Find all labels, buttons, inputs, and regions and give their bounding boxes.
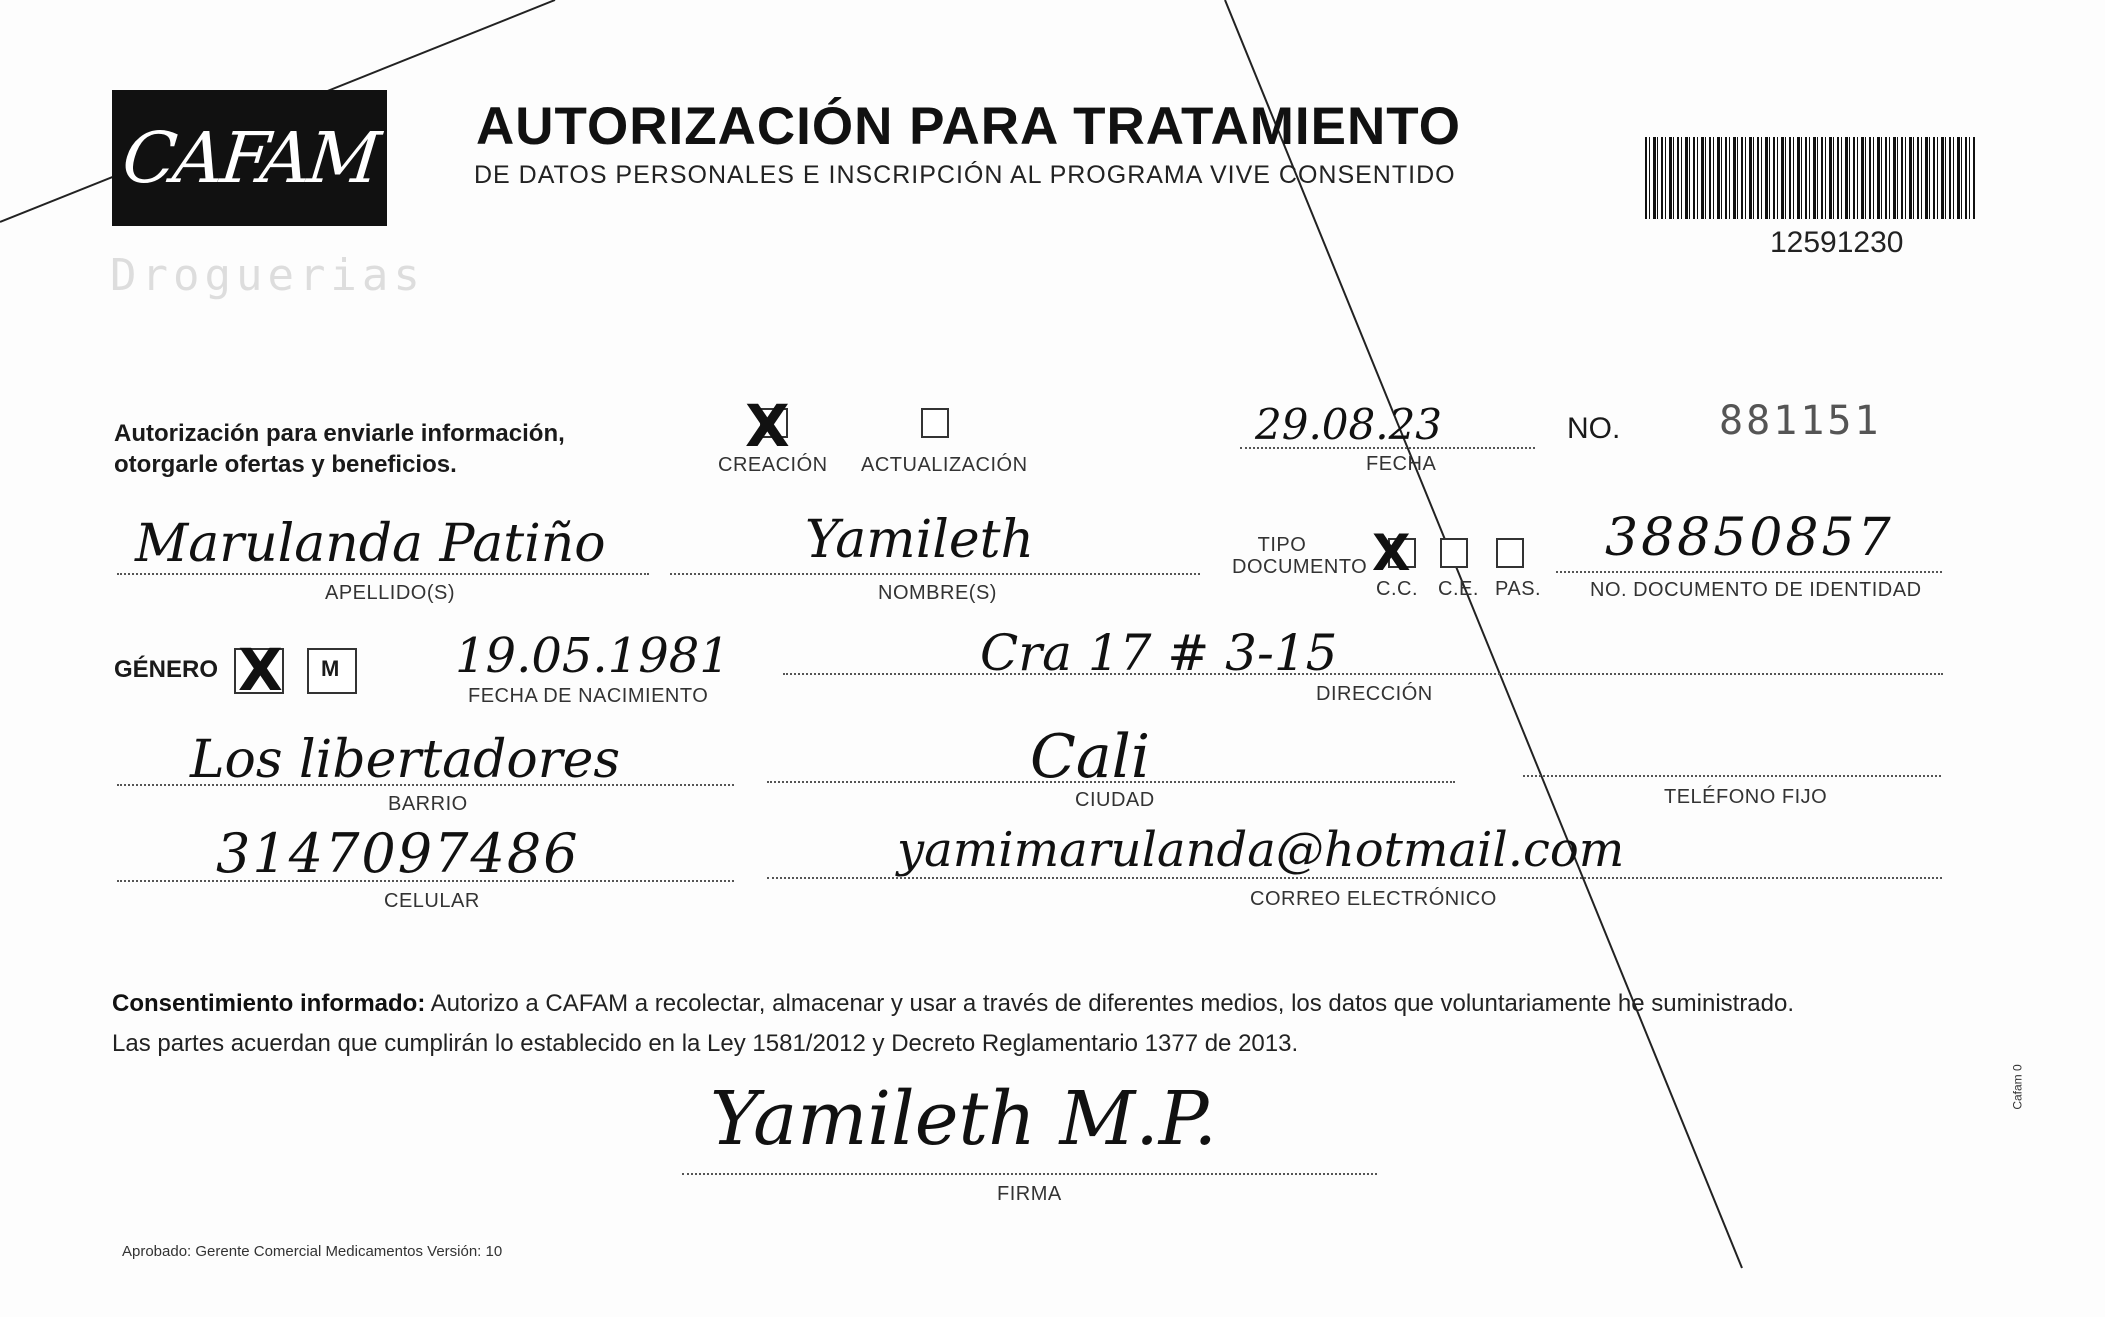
actualizacion-label: ACTUALIZACIÓN bbox=[861, 454, 1028, 476]
signature-label: FIRMA bbox=[997, 1183, 1062, 1205]
consent-heading: Consentimiento informado: bbox=[112, 990, 426, 1017]
correo-line bbox=[767, 877, 1942, 879]
fecha-line bbox=[1240, 447, 1535, 449]
tipo-documento-label bbox=[1232, 534, 1368, 578]
cafam-logo: CAFAM bbox=[112, 90, 387, 226]
barcode-number: 12591230 bbox=[1770, 226, 1904, 259]
intro-line-1: Autorización para enviarle información, bbox=[114, 420, 565, 447]
correo-value: yamimarulanda@hotmail.com bbox=[897, 822, 1625, 878]
doc-ce-label: C.E. bbox=[1438, 578, 1479, 600]
direccion-value: Cra 17 # 3-15 bbox=[980, 624, 1338, 682]
tipo-label-1: TIPO bbox=[1257, 534, 1307, 556]
nacimiento-label: FECHA DE NACIMIENTO bbox=[468, 685, 709, 707]
doc-cc-label: C.C. bbox=[1376, 578, 1418, 600]
consent-text bbox=[112, 984, 2012, 1064]
direccion-line bbox=[783, 673, 1943, 675]
celular-line bbox=[117, 880, 734, 882]
genero-m-label: M bbox=[321, 656, 340, 681]
barrio-label: BARRIO bbox=[388, 793, 468, 815]
nombres-line bbox=[670, 573, 1200, 575]
apellidos-value: Marulanda Patiño bbox=[135, 514, 606, 574]
signature-line bbox=[682, 1173, 1377, 1175]
page-title: AUTORIZACIÓN PARA TRATAMIENTO bbox=[476, 97, 1461, 156]
vertical-text: Cafam 0 bbox=[2010, 1064, 2025, 1110]
documento-label: NO. DOCUMENTO DE IDENTIDAD bbox=[1590, 579, 1922, 601]
nacimiento-value: 19.05.1981 bbox=[455, 628, 730, 684]
consent-line-1 bbox=[112, 984, 2012, 1024]
documento-line bbox=[1556, 571, 1942, 573]
ciudad-label: CIUDAD bbox=[1075, 789, 1155, 811]
direccion-label: DIRECCIÓN bbox=[1316, 683, 1433, 705]
barcode bbox=[1645, 137, 1975, 219]
documento-value: 38850857 bbox=[1605, 508, 1894, 568]
intro-text bbox=[114, 418, 565, 480]
barrio-value: Los libertadores bbox=[190, 730, 621, 790]
barrio-line bbox=[117, 784, 734, 786]
tipo-label-2: DOCUMENTO bbox=[1232, 556, 1368, 578]
celular-value: 3147097486 bbox=[216, 822, 580, 885]
genero-label: GÉNERO bbox=[114, 656, 219, 683]
telefono-line bbox=[1523, 775, 1941, 777]
ciudad-line bbox=[767, 781, 1455, 783]
consent-body-1: Autorizo a CAFAM a recolectar, almacenar y usar a través de diferentes medios, los datos que voluntariamente he suministrado. bbox=[425, 990, 1795, 1017]
apellidos-line bbox=[117, 573, 649, 575]
no-value: 881151 bbox=[1719, 398, 1882, 444]
doc-cc-mark: X bbox=[1372, 524, 1411, 582]
nombres-label: NOMBRE(S) bbox=[878, 582, 997, 604]
apellidos-label: APELLIDO(S) bbox=[325, 582, 455, 604]
no-label: NO. bbox=[1567, 412, 1621, 445]
footer-text: Aprobado: Gerente Comercial Medicamentos Versión: 10 bbox=[122, 1243, 503, 1260]
doc-pas-checkbox[interactable] bbox=[1496, 538, 1524, 568]
nombres-value: Yamileth bbox=[805, 510, 1035, 570]
celular-label: CELULAR bbox=[384, 890, 480, 912]
fecha-value: 29.08.23 bbox=[1255, 400, 1443, 449]
telefono-label: TELÉFONO FIJO bbox=[1664, 786, 1828, 808]
page-subtitle: DE DATOS PERSONALES E INSCRIPCIÓN AL PROGRAMA VIVE CONSENTIDO bbox=[474, 161, 1456, 189]
signature-value: Yamileth M.P. bbox=[710, 1076, 1218, 1162]
ciudad-value: Cali bbox=[1030, 722, 1151, 792]
intro-line-2: otorgarle ofertas y beneficios. bbox=[114, 451, 457, 478]
correo-label: CORREO ELECTRÓNICO bbox=[1250, 888, 1497, 910]
genero-f-mark: X bbox=[238, 636, 283, 704]
logo-subtext: Droguerias bbox=[110, 250, 425, 301]
actualizacion-checkbox[interactable] bbox=[921, 408, 949, 438]
creacion-mark: X bbox=[745, 392, 790, 460]
consent-line-2: Las partes acuerdan que cumplirán lo establecido en la Ley 1581/2012 y Decreto Reglamentario 1377 de 2013. bbox=[112, 1030, 1299, 1057]
doc-pas-label: PAS. bbox=[1495, 578, 1542, 600]
doc-ce-checkbox[interactable] bbox=[1440, 538, 1468, 568]
creacion-label: CREACIÓN bbox=[718, 454, 828, 476]
fecha-label: FECHA bbox=[1366, 453, 1437, 475]
